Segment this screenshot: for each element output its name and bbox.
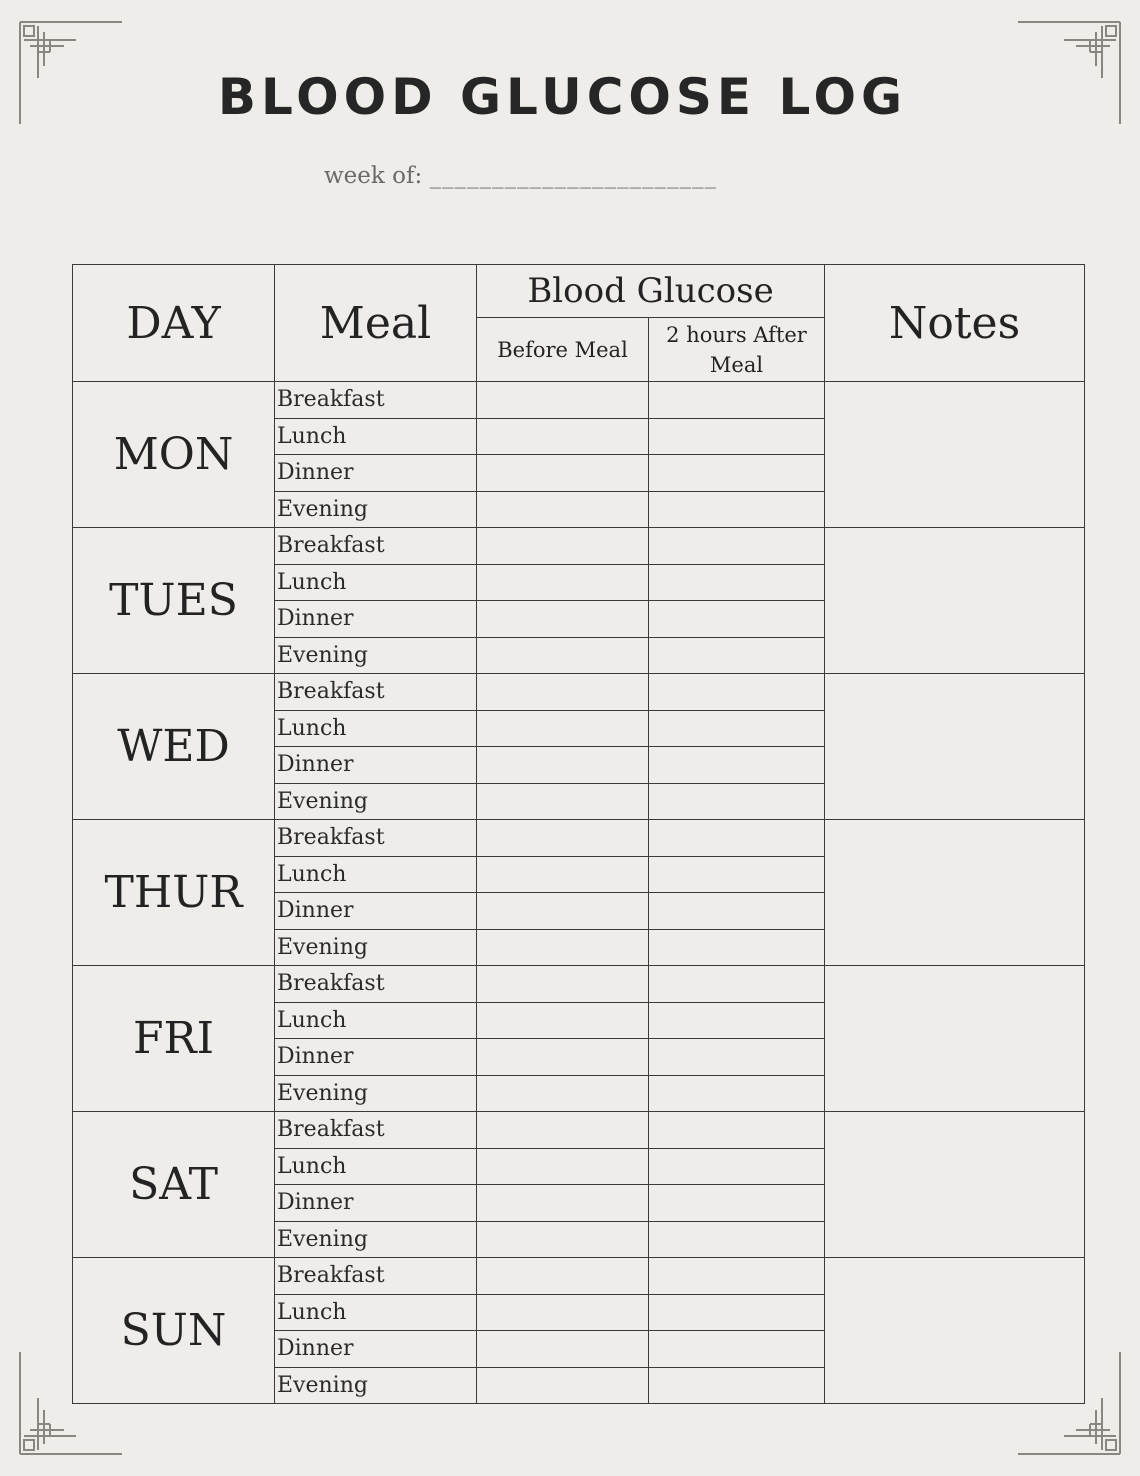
before-meal-entry-cell[interactable] [477,747,649,784]
after-meal-entry-cell[interactable] [649,1185,825,1222]
before-meal-entry-cell[interactable] [477,929,649,966]
before-meal-entry-cell[interactable] [477,856,649,893]
before-meal-entry-cell[interactable] [477,783,649,820]
header-notes: Notes [825,265,1085,382]
meal-label: Lunch [275,564,477,601]
day-label-thur: THUR [73,820,275,966]
table-row [73,1258,1085,1295]
before-meal-entry-cell[interactable] [477,1367,649,1404]
before-meal-entry-cell[interactable] [477,1258,649,1295]
before-meal-entry-cell[interactable] [477,1112,649,1149]
meal-label: Lunch [275,710,477,747]
before-meal-entry-cell[interactable] [477,637,649,674]
after-meal-entry-cell[interactable] [649,783,825,820]
meal-label: Lunch [275,856,477,893]
before-meal-entry-cell[interactable] [477,382,649,419]
meal-label: Breakfast [275,966,477,1003]
after-meal-entry-cell[interactable] [649,674,825,711]
meal-label: Evening [275,1221,477,1258]
before-meal-entry-cell[interactable] [477,601,649,638]
meal-label: Dinner [275,893,477,930]
header-meal: Meal [275,265,477,382]
meal-label: Breakfast [275,382,477,419]
after-meal-entry-cell[interactable] [649,382,825,419]
after-meal-entry-cell[interactable] [649,1075,825,1112]
before-meal-entry-cell[interactable] [477,1331,649,1368]
week-of-blank: _______________________ [429,163,718,189]
before-meal-entry-cell[interactable] [477,455,649,492]
log-body [73,382,1085,1404]
after-meal-entry-cell[interactable] [649,601,825,638]
table-row [73,820,1085,857]
after-meal-entry-cell[interactable] [649,1002,825,1039]
after-meal-entry-cell[interactable] [649,747,825,784]
after-meal-entry-cell[interactable] [649,1331,825,1368]
page-title: BLOOD GLUCOSE LOG [217,68,908,126]
meal-label: Breakfast [275,1258,477,1295]
header-before-meal: Before Meal [477,318,649,382]
meal-label: Evening [275,783,477,820]
after-meal-entry-cell[interactable] [649,564,825,601]
after-meal-entry-cell[interactable] [649,929,825,966]
notes-entry-cell[interactable] [825,382,1085,528]
table-row [73,674,1085,711]
before-meal-entry-cell[interactable] [477,418,649,455]
meal-label: Evening [275,929,477,966]
table-row [73,382,1085,419]
before-meal-entry-cell[interactable] [477,1148,649,1185]
after-meal-entry-cell[interactable] [649,966,825,1003]
meal-label: Breakfast [275,1112,477,1149]
header-day: DAY [73,265,275,382]
meal-label: Dinner [275,601,477,638]
day-label-sun: SUN [73,1258,275,1404]
after-meal-entry-cell[interactable] [649,710,825,747]
meal-label: Lunch [275,418,477,455]
before-meal-entry-cell[interactable] [477,674,649,711]
meal-label: Dinner [275,1331,477,1368]
after-meal-entry-cell[interactable] [649,893,825,930]
after-meal-entry-cell[interactable] [649,820,825,857]
before-meal-entry-cell[interactable] [477,1185,649,1222]
day-label-wed: WED [73,674,275,820]
after-meal-entry-cell[interactable] [649,1367,825,1404]
meal-label: Dinner [275,1185,477,1222]
notes-entry-cell[interactable] [825,528,1085,674]
meal-label: Lunch [275,1002,477,1039]
before-meal-entry-cell[interactable] [477,966,649,1003]
before-meal-entry-cell[interactable] [477,820,649,857]
day-label-fri: FRI [73,966,275,1112]
week-of-line [324,163,717,189]
before-meal-entry-cell[interactable] [477,1075,649,1112]
meal-label: Evening [275,491,477,528]
week-of-label: week of: [324,163,423,189]
header-after-meal: 2 hours After Meal [649,318,825,382]
after-meal-entry-cell[interactable] [649,1258,825,1295]
after-meal-entry-cell[interactable] [649,637,825,674]
meal-label: Evening [275,1367,477,1404]
table-row [73,528,1085,565]
header-blood-glucose: Blood Glucose [477,265,825,318]
after-meal-entry-cell[interactable] [649,1039,825,1076]
before-meal-entry-cell[interactable] [477,1294,649,1331]
day-label-mon: MON [73,382,275,528]
after-meal-entry-cell[interactable] [649,1221,825,1258]
before-meal-entry-cell[interactable] [477,893,649,930]
meal-label: Evening [275,637,477,674]
meal-label: Dinner [275,455,477,492]
meal-label: Lunch [275,1148,477,1185]
after-meal-entry-cell[interactable] [649,1294,825,1331]
before-meal-entry-cell[interactable] [477,491,649,528]
before-meal-entry-cell[interactable] [477,528,649,565]
table-row [73,966,1085,1003]
glucose-log-table [72,264,1085,1404]
day-label-tues: TUES [73,528,275,674]
before-meal-entry-cell[interactable] [477,1221,649,1258]
table-row [73,1112,1085,1149]
notes-entry-cell[interactable] [825,674,1085,820]
after-meal-entry-cell[interactable] [649,528,825,565]
after-meal-entry-cell[interactable] [649,856,825,893]
meal-label: Evening [275,1075,477,1112]
before-meal-entry-cell[interactable] [477,564,649,601]
day-label-sat: SAT [73,1112,275,1258]
after-meal-entry-cell[interactable] [649,455,825,492]
notes-entry-cell[interactable] [825,820,1085,966]
before-meal-entry-cell[interactable] [477,710,649,747]
before-meal-entry-cell[interactable] [477,1039,649,1076]
meal-label: Breakfast [275,820,477,857]
after-meal-entry-cell[interactable] [649,418,825,455]
before-meal-entry-cell[interactable] [477,1002,649,1039]
after-meal-entry-cell[interactable] [649,1148,825,1185]
after-meal-entry-cell[interactable] [649,491,825,528]
meal-label: Dinner [275,1039,477,1076]
meal-label: Dinner [275,747,477,784]
notes-entry-cell[interactable] [825,966,1085,1112]
notes-entry-cell[interactable] [825,1258,1085,1404]
meal-label: Breakfast [275,674,477,711]
meal-label: Lunch [275,1294,477,1331]
meal-label: Breakfast [275,528,477,565]
after-meal-entry-cell[interactable] [649,1112,825,1149]
notes-entry-cell[interactable] [825,1112,1085,1258]
